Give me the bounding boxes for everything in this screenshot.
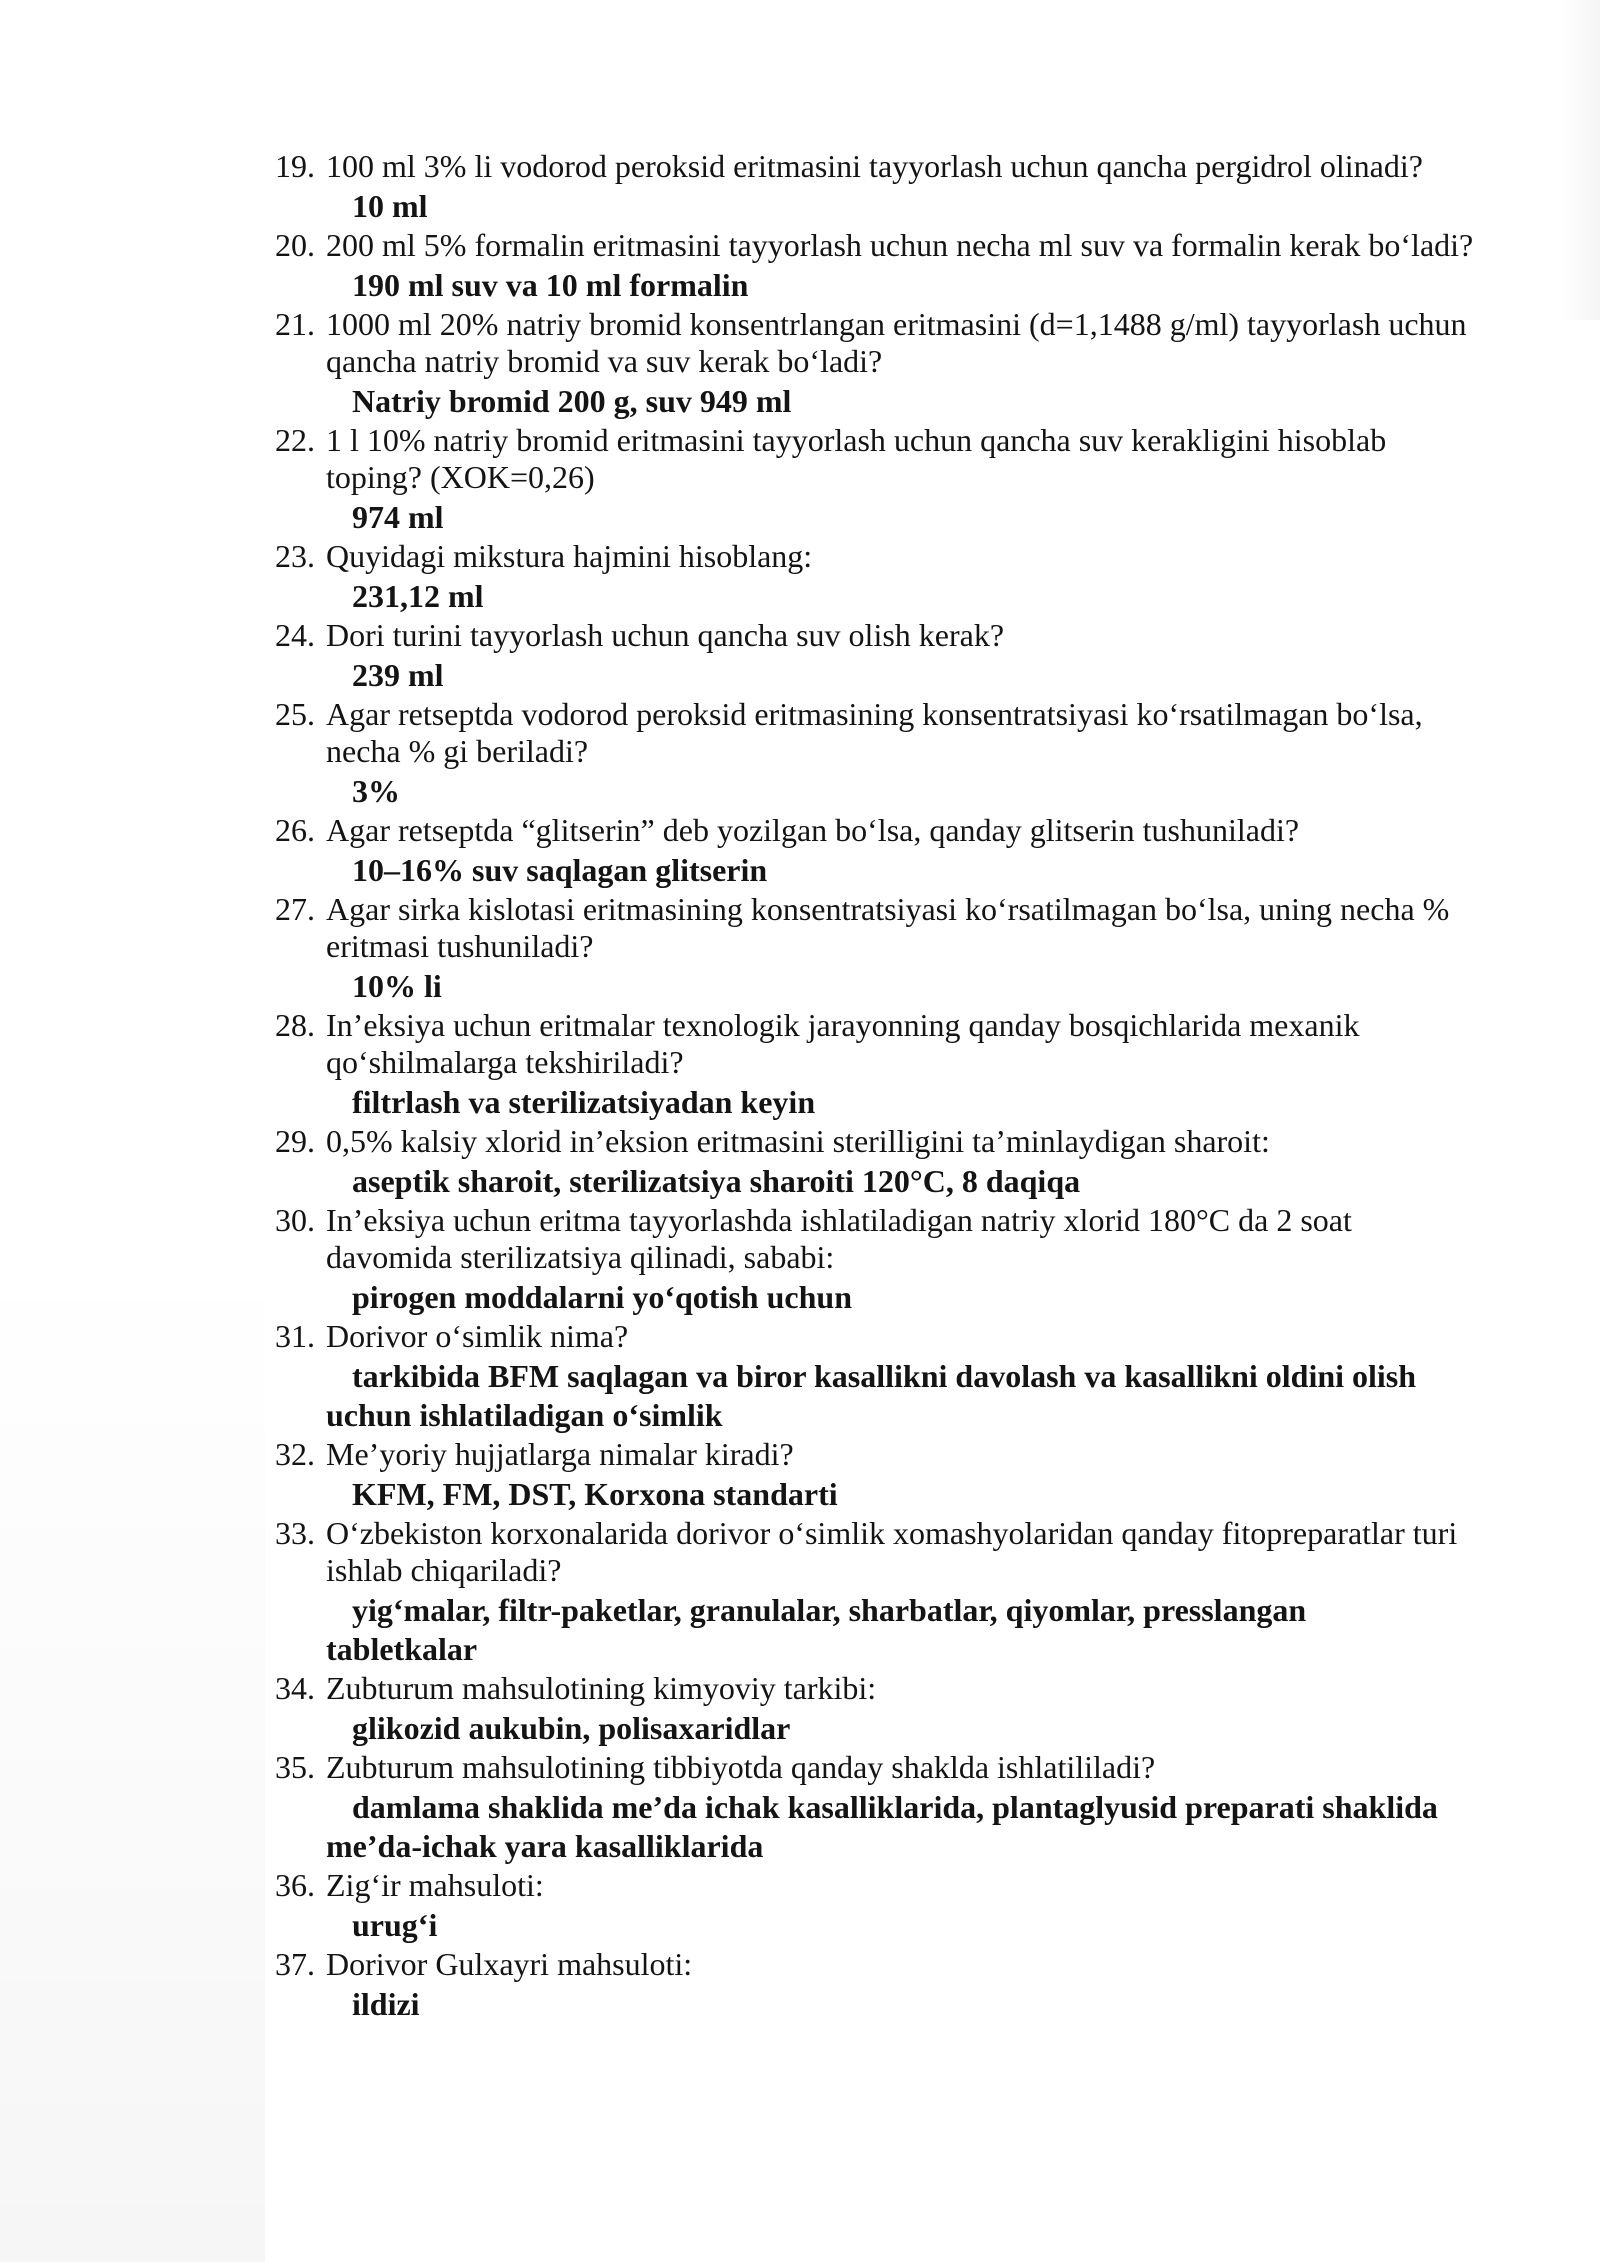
answer-text: tarkibida BFM saqlagan va biror kasallikni davolash va kasallikni oldini olish uchun ishlatiladigan o‘simlik bbox=[326, 1358, 1417, 1433]
question-text: 0,5% kalsiy xlorid in’eksion eritmasini sterilligini ta’minlaydigan sharoit: bbox=[326, 1123, 1270, 1159]
question-number: 24. bbox=[275, 617, 315, 653]
answer-text: ildizi bbox=[352, 1986, 420, 2022]
answer-text: 974 ml bbox=[352, 499, 444, 535]
question-item-23 bbox=[275, 537, 1535, 616]
answer-text: 239 ml bbox=[352, 657, 444, 693]
question-text: Zubturum mahsulotining tibbiyotda qanday shaklda ishlatililadi? bbox=[326, 1749, 1156, 1785]
answer-text: 3% bbox=[352, 773, 400, 809]
question-text: Quyidagi mikstura hajmini hisoblang: bbox=[326, 538, 813, 574]
question-item-33 bbox=[275, 1514, 1535, 1669]
question-item-30 bbox=[275, 1201, 1535, 1317]
answer-marker-icon bbox=[326, 584, 342, 610]
answer-marker-icon bbox=[326, 1716, 342, 1742]
question-item-31 bbox=[275, 1317, 1535, 1435]
answer-marker-icon bbox=[326, 273, 342, 299]
question-text: Dori turini tayyorlash uchun qancha suv olish kerak? bbox=[326, 617, 1005, 653]
question-number: 36. bbox=[275, 1867, 315, 1903]
answer bbox=[326, 264, 1535, 305]
question-text: Agar retseptda vodorod peroksid eritmasining konsentratsiyasi ko‘rsatilmagan bo‘lsa, necha % gi beriladi? bbox=[326, 696, 1423, 769]
page-shadow-left bbox=[0, 0, 265, 2262]
question-text: In’eksiya uchun eritmalar texnologik jarayonning qanday bosqichlarida mexanik qo‘shilmalarga tekshiriladi? bbox=[326, 1007, 1360, 1080]
question-item-29 bbox=[275, 1122, 1535, 1201]
question-number: 27. bbox=[275, 891, 315, 927]
answer bbox=[326, 1983, 1535, 2024]
answer-marker-icon bbox=[326, 779, 342, 805]
question-item-36 bbox=[275, 1866, 1535, 1945]
answer-text: damlama shaklida me’da ichak kasalliklarida, plantaglyusid preparati shaklida me’da-ichak yara kasalliklarida bbox=[326, 1789, 1438, 1864]
question-item-21 bbox=[275, 305, 1535, 421]
answer-text: 231,12 ml bbox=[352, 578, 484, 614]
answer bbox=[326, 575, 1535, 616]
answer bbox=[326, 185, 1535, 226]
question-item-37 bbox=[275, 1945, 1535, 2024]
answer-marker-icon bbox=[326, 663, 342, 689]
question-text: 1000 ml 20% natriy bromid konsentrlangan eritmasini (d=1,1488 g/ml) tayyorlash uchun qancha natriy bromid va suv kerak bo‘ladi? bbox=[326, 306, 1467, 379]
answer bbox=[326, 1473, 1535, 1514]
answer-marker-icon bbox=[326, 389, 342, 415]
question-number: 29. bbox=[275, 1123, 315, 1159]
question-item-22 bbox=[275, 421, 1535, 537]
answer-text: 190 ml suv va 10 ml formalin bbox=[352, 267, 749, 303]
answer-marker-icon bbox=[326, 194, 342, 220]
answer bbox=[326, 380, 1535, 421]
answer-text: yig‘malar, filtr-paketlar, granulalar, sharbatlar, qiyomlar, presslangan tabletkalar bbox=[326, 1592, 1307, 1667]
answer-text: 10–16% suv saqlagan glitserin bbox=[352, 852, 768, 888]
answer-marker-icon bbox=[326, 1169, 342, 1195]
answer-text: 10% li bbox=[352, 968, 442, 1004]
answer-marker-icon bbox=[326, 1598, 342, 1624]
answer-marker-icon bbox=[326, 1795, 342, 1821]
answer bbox=[326, 965, 1535, 1006]
question-number: 30. bbox=[275, 1202, 315, 1238]
question-list bbox=[275, 147, 1535, 2024]
question-text: Dorivor o‘simlik nima? bbox=[326, 1318, 629, 1354]
question-number: 28. bbox=[275, 1007, 315, 1043]
answer-marker-icon bbox=[326, 974, 342, 1000]
question-item-25 bbox=[275, 695, 1535, 811]
answer-marker-icon bbox=[326, 505, 342, 531]
answer bbox=[326, 1904, 1535, 1945]
question-item-35 bbox=[275, 1748, 1535, 1866]
answer bbox=[326, 770, 1535, 811]
question-number: 21. bbox=[275, 306, 315, 342]
answer-marker-icon bbox=[326, 858, 342, 884]
answer bbox=[326, 1589, 1535, 1669]
answer-marker-icon bbox=[326, 1285, 342, 1311]
answer-text: glikozid aukubin, polisaxaridlar bbox=[352, 1710, 791, 1746]
question-number: 34. bbox=[275, 1670, 315, 1706]
question-item-24 bbox=[275, 616, 1535, 695]
question-text: Agar retseptda “glitserin” deb yozilgan bo‘lsa, qanday glitserin tushuniladi? bbox=[326, 812, 1300, 848]
answer-marker-icon bbox=[326, 1913, 342, 1939]
question-number: 37. bbox=[275, 1946, 315, 1982]
answer bbox=[326, 1786, 1535, 1866]
answer-text: Natriy bromid 200 g, suv 949 ml bbox=[352, 383, 792, 419]
question-number: 33. bbox=[275, 1515, 315, 1551]
question-item-20 bbox=[275, 226, 1535, 305]
answer bbox=[326, 1276, 1535, 1317]
question-number: 22. bbox=[275, 422, 315, 458]
question-number: 25. bbox=[275, 696, 315, 732]
answer bbox=[326, 1160, 1535, 1201]
answer-text: 10 ml bbox=[352, 188, 428, 224]
question-text: Dorivor Gulxayri mahsuloti: bbox=[326, 1946, 693, 1982]
answer bbox=[326, 654, 1535, 695]
question-text: In’eksiya uchun eritma tayyorlashda ishlatiladigan natriy xlorid 180°C da 2 soat davomida sterilizatsiya qilinadi, sababi: bbox=[326, 1202, 1352, 1275]
question-number: 20. bbox=[275, 227, 315, 263]
question-text: 200 ml 5% formalin eritmasini tayyorlash uchun necha ml suv va formalin kerak bo‘ladi? bbox=[326, 227, 1474, 263]
question-text: 1 l 10% natriy bromid eritmasini tayyorlash uchun qancha suv kerakligini hisoblab toping? (XOK=0,26) bbox=[326, 422, 1387, 495]
question-item-27 bbox=[275, 890, 1535, 1006]
answer bbox=[326, 1081, 1535, 1122]
question-text: Zubturum mahsulotining kimyoviy tarkibi: bbox=[326, 1670, 877, 1706]
answer-marker-icon bbox=[326, 1364, 342, 1390]
answer-text: pirogen moddalarni yo‘qotish uchun bbox=[352, 1279, 852, 1315]
answer-text: filtrlash va sterilizatsiyadan keyin bbox=[352, 1084, 816, 1120]
answer-marker-icon bbox=[326, 1482, 342, 1508]
question-text: Agar sirka kislotasi eritmasining konsentratsiyasi ko‘rsatilmagan bo‘lsa, uning necha % eritmasi tushuniladi? bbox=[326, 891, 1450, 964]
question-text: O‘zbekiston korxonalarida dorivor o‘simlik xomashyolaridan qanday fitopreparatlar turi ishlab chiqariladi? bbox=[326, 1515, 1458, 1588]
question-item-19 bbox=[275, 147, 1535, 226]
question-number: 31. bbox=[275, 1318, 315, 1354]
answer-text: KFM, FM, DST, Korxona standarti bbox=[352, 1476, 838, 1512]
question-item-34 bbox=[275, 1669, 1535, 1748]
question-text: 100 ml 3% li vodorod peroksid eritmasini tayyorlash uchun qancha pergidrol olinadi? bbox=[326, 148, 1423, 184]
answer-text: urug‘i bbox=[352, 1907, 438, 1943]
question-item-26 bbox=[275, 811, 1535, 890]
answer bbox=[326, 849, 1535, 890]
answer bbox=[326, 496, 1535, 537]
question-number: 32. bbox=[275, 1436, 315, 1472]
question-item-32 bbox=[275, 1435, 1535, 1514]
page-shadow-right bbox=[1560, 0, 1600, 320]
question-item-28 bbox=[275, 1006, 1535, 1122]
question-number: 35. bbox=[275, 1749, 315, 1785]
answer-text: aseptik sharoit, sterilizatsiya sharoiti 120°C, 8 daqiqa bbox=[352, 1163, 1081, 1199]
answer-marker-icon bbox=[326, 1090, 342, 1116]
answer bbox=[326, 1707, 1535, 1748]
question-text: Zig‘ir mahsuloti: bbox=[326, 1867, 544, 1903]
question-text: Me’yoriy hujjatlarga nimalar kiradi? bbox=[326, 1436, 794, 1472]
question-number: 26. bbox=[275, 812, 315, 848]
question-number: 19. bbox=[275, 148, 315, 184]
question-number: 23. bbox=[275, 538, 315, 574]
answer-marker-icon bbox=[326, 1992, 342, 2018]
answer bbox=[326, 1355, 1535, 1435]
